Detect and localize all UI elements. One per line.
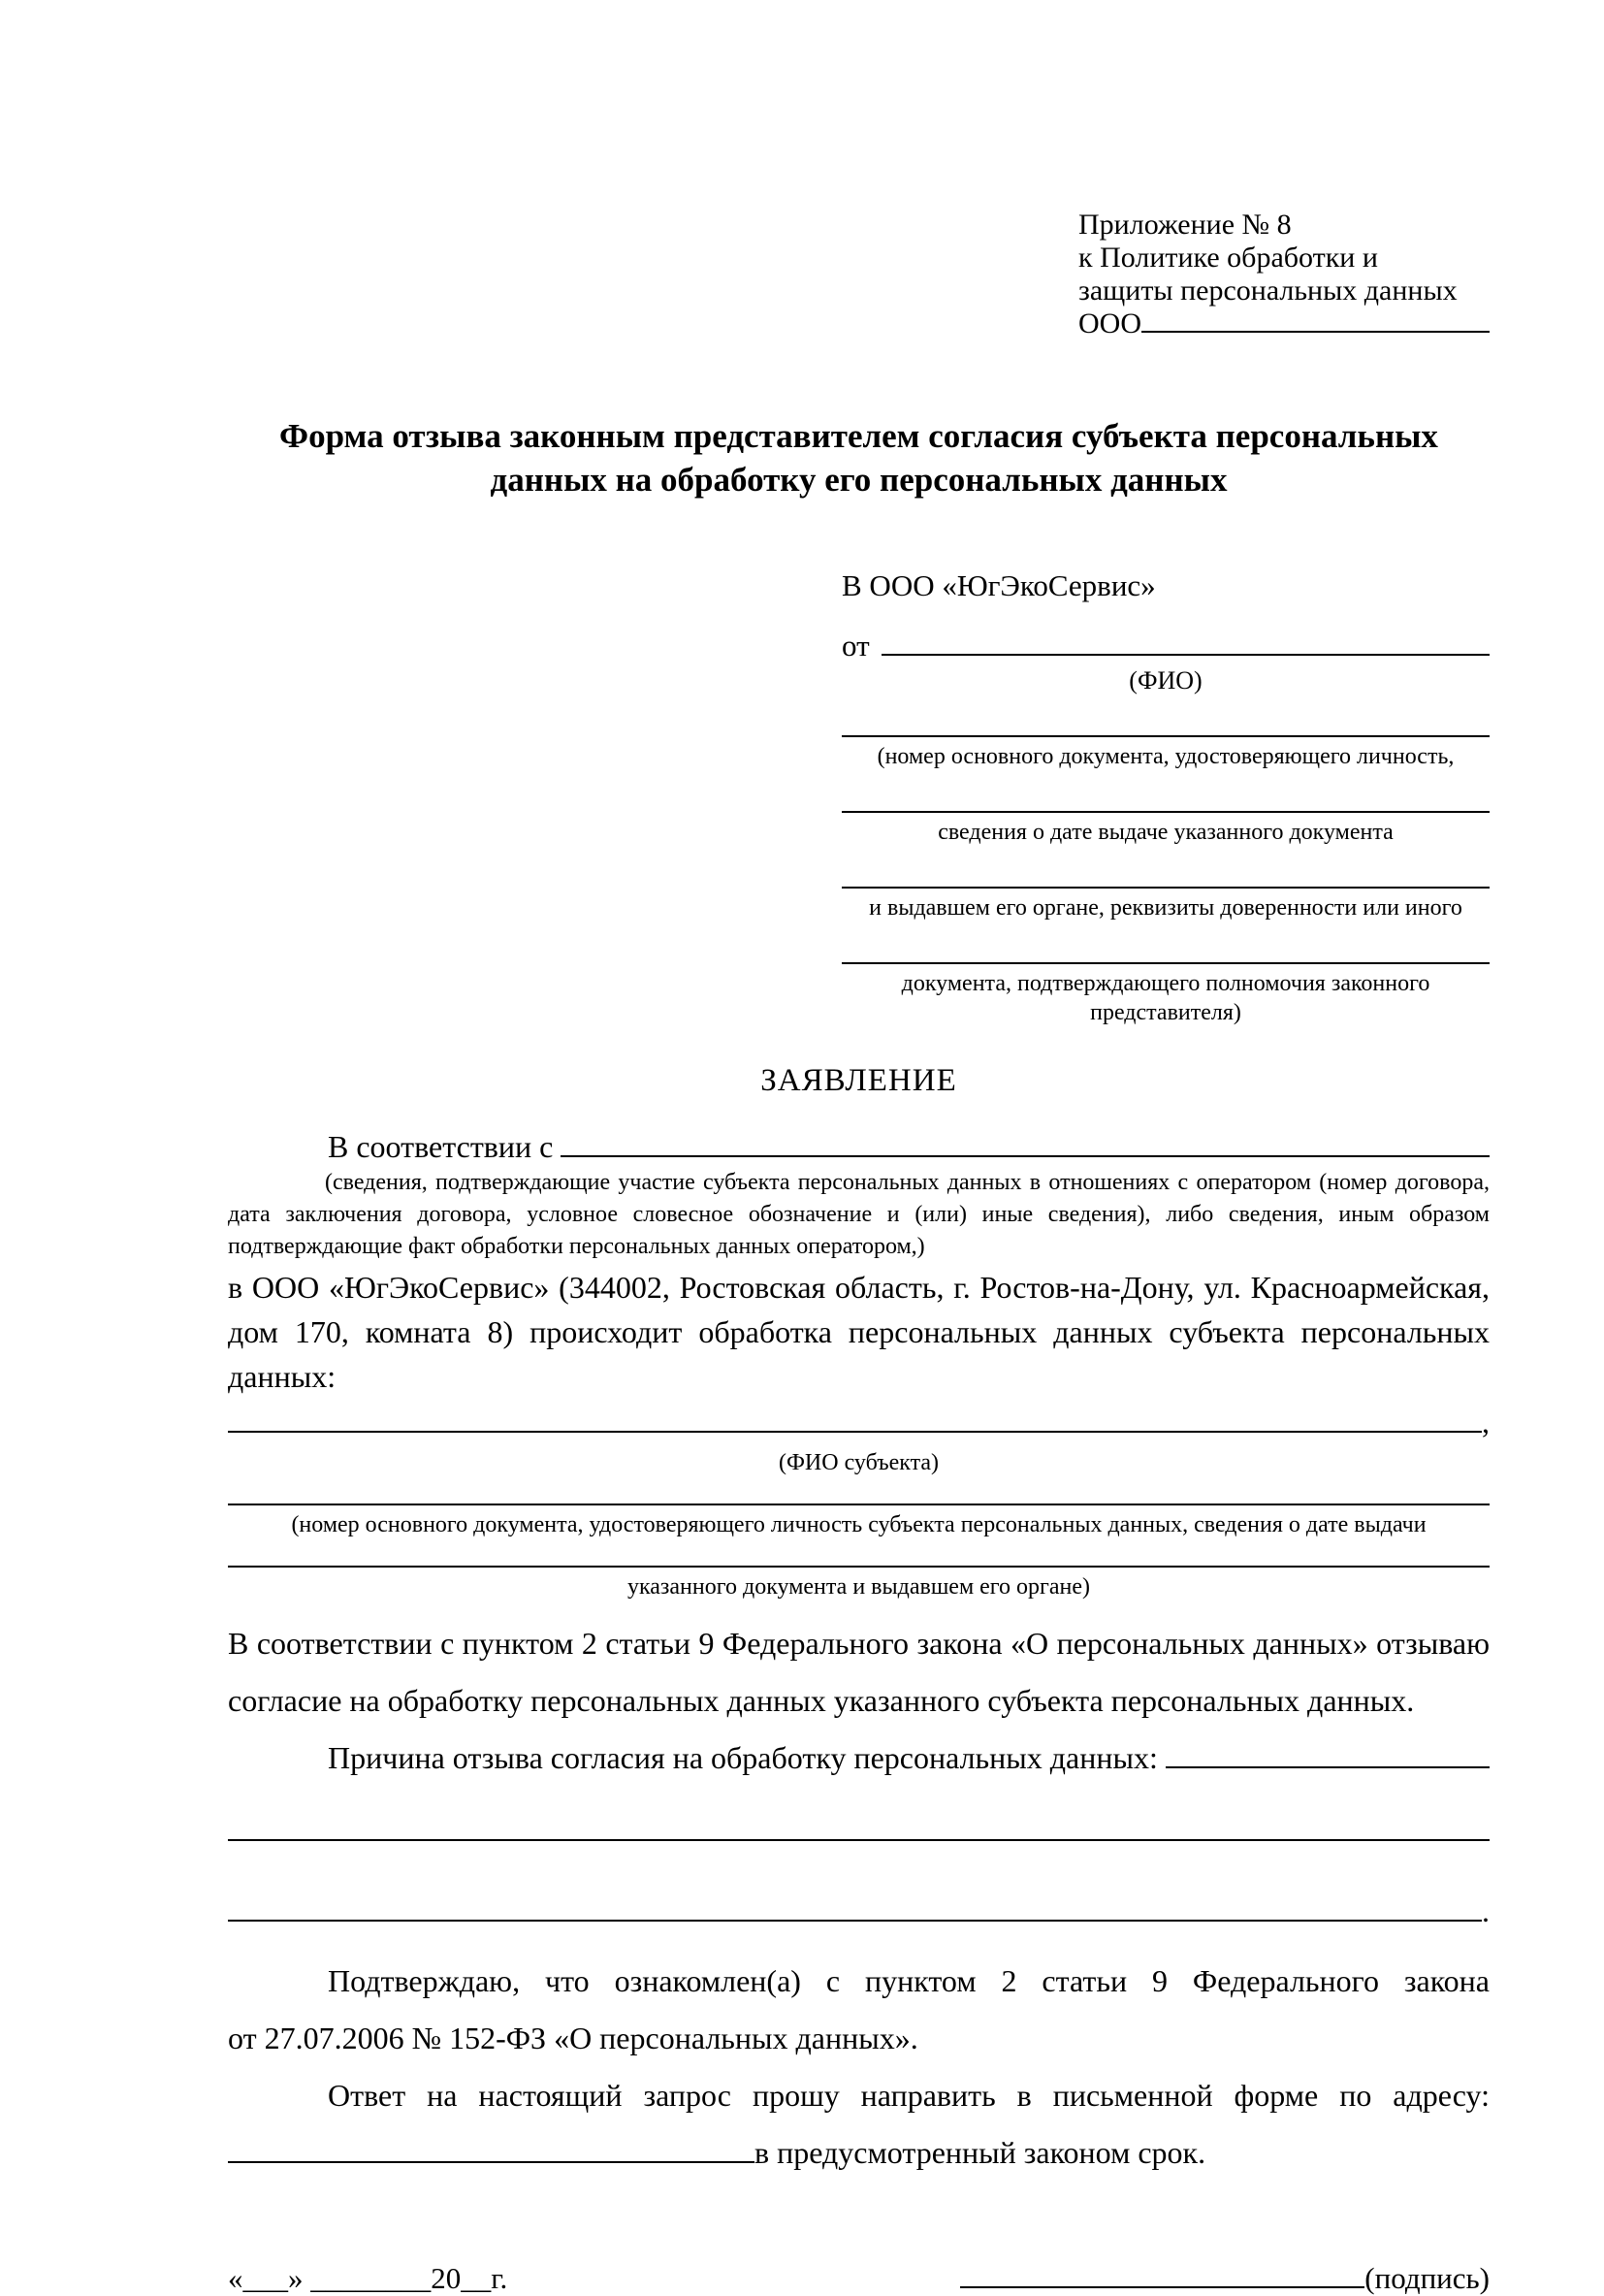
field-caption: указанного документа и выдавшем его органе) xyxy=(626,1574,1091,1600)
from-label: от xyxy=(842,629,870,663)
representative-document-field xyxy=(842,887,1490,922)
addressee-to: В ООО «ЮгЭкоСервис» xyxy=(842,568,1156,602)
appendix-line: защиты персональных данных xyxy=(1078,275,1458,307)
response-suffix: в предусмотренный законом срок. xyxy=(754,2135,1206,2170)
representative-document-field xyxy=(842,735,1490,771)
field-caption: сведения о дате выдаче указанного документа xyxy=(938,820,1394,845)
blank-rule-line xyxy=(228,1566,1490,1568)
reason-row xyxy=(228,1730,1490,1787)
appendix-ooo-prefix: ООО xyxy=(1078,307,1141,340)
blank-rule-line xyxy=(228,1920,1482,1922)
fio-caption: (ФИО) xyxy=(1129,666,1203,695)
appendix-line: Приложение № 8 xyxy=(1078,209,1292,241)
ooo-name-blank-line xyxy=(1141,331,1490,333)
subject-fio-row xyxy=(228,1401,1490,1443)
confirmation-paragraph xyxy=(228,1953,1490,2182)
field-caption: и выдавшем его органе, реквизиты доверенности или иного xyxy=(869,895,1462,921)
reason-continuation-row xyxy=(228,1839,1490,1841)
appendix-note xyxy=(1078,209,1490,340)
blank-rule-line xyxy=(842,735,1490,737)
blank-rule-line xyxy=(228,1839,1490,1841)
address-blank-line xyxy=(228,2161,754,2163)
field-caption: документа, подтверждающего полномочия законного представителя) xyxy=(901,971,1430,1025)
signature-caption: (подпись) xyxy=(1364,2261,1490,2295)
field-caption: (номер основного документа, удостоверяющего личность субъекта персональных данных, сведения о дате выдачи xyxy=(291,1512,1427,1537)
document-title: Форма отзыва законным представителем согласия субъекта персональных данных на обработку его персональных данных xyxy=(279,417,1438,499)
reason-blank-line xyxy=(1166,1766,1490,1768)
reason-label: Причина отзыва согласия на обработку персональных данных: xyxy=(328,1740,1158,1775)
accordance-prefix: В соответствии с xyxy=(328,1129,554,1164)
appendix-line: к Политике обработки и xyxy=(1078,242,1378,274)
withdrawal-paragraph: В соответствии с пунктом 2 статьи 9 Федерального закона «О персональных данных» отзываю согласие на обработку персональных данных указанного субъекта персональных данных. xyxy=(228,1626,1490,1718)
accordance-row xyxy=(228,1126,1490,1167)
response-address-row xyxy=(228,2124,1490,2182)
representative-document-field xyxy=(842,962,1490,1027)
addressee-block xyxy=(842,567,1490,1027)
blank-rule-line xyxy=(842,887,1490,889)
accordance-blank-line xyxy=(561,1155,1490,1157)
blank-rule-line xyxy=(842,962,1490,964)
blank-rule-line xyxy=(228,1504,1490,1505)
reason-period: . xyxy=(1482,1893,1490,1928)
statement-heading: ЗАЯВЛЕНИЕ xyxy=(760,1063,957,1098)
accordance-note: (сведения, подтверждающие участие субъекта персональных данных в отношениях с оператором (номер договора, дата заключения договора, условное словесное обозначение и (или) иные сведения), либо сведения, иным образом подтверждающие факт обработки персональных данных оператором,) xyxy=(228,1170,1490,1259)
response-request-line: Ответ на настоящий запрос прошу направить в письменной форме по адресу: xyxy=(328,2078,1490,2113)
subject-fio-caption: (ФИО субъекта) xyxy=(778,1450,940,1475)
representative-document-field xyxy=(842,811,1490,847)
confirmation-line: Подтверждаю, что ознакомлен(а) с пунктом 2 статьи 9 Федерального закона xyxy=(328,1963,1490,1998)
footer-row xyxy=(228,2261,1490,2296)
subject-comma: , xyxy=(1482,1405,1490,1439)
appendix-ooo-row xyxy=(1078,307,1490,340)
date-line: «___» ________20__г. xyxy=(228,2261,508,2295)
subject-document-field xyxy=(228,1566,1490,1601)
operator-paragraph: в ООО «ЮгЭкоСервис» (344002, Ростовская область, г. Ростов-на-Дону, ул. Красноармейская, дом 170, комната 8) происходит обработка персональных данных субъекта персональных данных: xyxy=(228,1270,1490,1394)
field-caption: (номер основного документа, удостоверяющего личность, xyxy=(877,744,1455,769)
reason-continuation-row xyxy=(228,1893,1490,1929)
blank-rule-line xyxy=(842,811,1490,813)
subject-fio-blank-line xyxy=(228,1431,1482,1433)
confirmation-line: от 27.07.2006 № 152-ФЗ «О персональных данных». xyxy=(228,2021,918,2055)
signature-blank-line xyxy=(960,2286,1364,2288)
fio-blank-line xyxy=(882,654,1490,656)
addressee-from-row xyxy=(842,628,1490,664)
subject-document-field xyxy=(228,1504,1490,1539)
